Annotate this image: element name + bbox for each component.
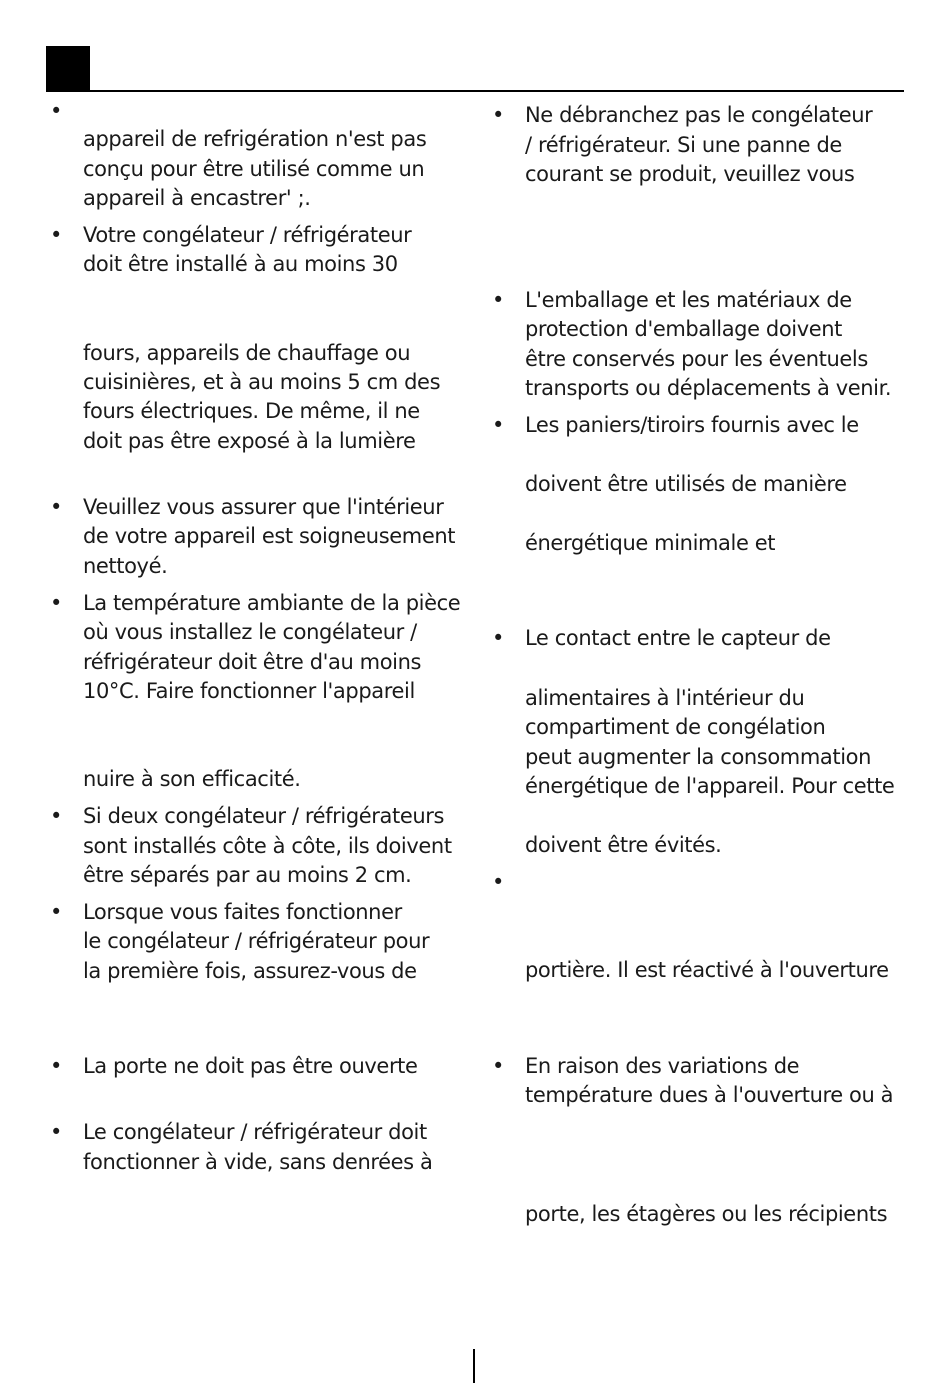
text-line: Si deux congélateur / réfrigérateurs <box>83 804 445 828</box>
text-line: conçu pour être utilisé comme un <box>83 157 425 181</box>
text-line: alimentaires à l'intérieur du <box>525 686 805 710</box>
text-line: où vous installez le congélateur / <box>83 620 417 644</box>
bullet: • <box>50 495 63 519</box>
bullet: • <box>492 288 505 312</box>
text-line: de votre appareil est soigneusement <box>83 524 456 548</box>
text-line: Votre congélateur / réfrigérateur <box>83 223 412 247</box>
text-line: transports ou déplacements à venir. <box>525 376 892 400</box>
bullet: • <box>492 413 505 437</box>
text-line: le congélateur / réfrigérateur pour <box>83 929 430 953</box>
section-marker-block <box>46 46 90 91</box>
text-line: En raison des variations de <box>525 1054 800 1078</box>
bullet: • <box>492 103 505 127</box>
bullet: • <box>50 900 63 924</box>
bullet: • <box>50 1054 63 1078</box>
text-line: fours, appareils de chauffage ou <box>83 341 411 365</box>
bullet: • <box>50 591 63 615</box>
text-line: appareil de refrigération n'est pas <box>83 127 427 151</box>
text-line: doit pas être exposé à la lumière <box>83 429 416 453</box>
text-line: fours électriques. De même, il ne <box>83 399 420 423</box>
text-line: compartiment de congélation <box>525 715 826 739</box>
text-line: doivent être évités. <box>525 833 722 857</box>
text-line: Ne débranchez pas le congélateur <box>525 103 873 127</box>
text-line: être conservés pour les éventuels <box>525 347 868 371</box>
text-line: La porte ne doit pas être ouverte <box>83 1054 418 1078</box>
text-line: appareil à encastrer' ;. <box>83 186 311 210</box>
text-line: 10°C. Faire fonctionner l'appareil <box>83 679 415 703</box>
bullet: • <box>50 1120 63 1144</box>
text-line: L'emballage et les matériaux de <box>525 288 852 312</box>
bullet: • <box>50 223 63 247</box>
text-line: Le contact entre le capteur de <box>525 626 831 650</box>
text-line: être séparés par au moins 2 cm. <box>83 863 412 887</box>
text-line: Les paniers/tiroirs fournis avec le <box>525 413 859 437</box>
text-line: la première fois, assurez-vous de <box>83 959 417 983</box>
bullet: • <box>492 870 505 894</box>
text-line: doivent être utilisés de manière <box>525 472 847 496</box>
page-footer-marker <box>473 1349 475 1383</box>
text-line: portière. Il est réactivé à l'ouverture <box>525 958 889 982</box>
text-line: fonctionner à vide, sans denrées à <box>83 1150 433 1174</box>
text-line: Lorsque vous faites fonctionner <box>83 900 402 924</box>
bullet: • <box>492 626 505 650</box>
bullet: • <box>50 99 63 123</box>
text-line: nuire à son efficacité. <box>83 767 301 791</box>
text-line: Veuillez vous assurer que l'intérieur <box>83 495 444 519</box>
text-line: doit être installé à au moins 30 <box>83 252 398 276</box>
text-line: Le congélateur / réfrigérateur doit <box>83 1120 427 1144</box>
text-line: protection d'emballage doivent <box>525 317 842 341</box>
text-line: énergétique minimale et <box>525 531 776 555</box>
text-line: cuisinières, et à au moins 5 cm des <box>83 370 441 394</box>
text-line: réfrigérateur doit être d'au moins <box>83 650 422 674</box>
bullet: • <box>50 804 63 828</box>
bullet: • <box>492 1054 505 1078</box>
header-divider <box>46 90 904 92</box>
text-line: peut augmenter la consommation <box>525 745 872 769</box>
text-line: / réfrigérateur. Si une panne de <box>525 133 842 157</box>
text-line: La température ambiante de la pièce <box>83 591 461 615</box>
text-line: nettoyé. <box>83 554 168 578</box>
text-line: sont installés côte à côte, ils doivent <box>83 834 452 858</box>
text-line: température dues à l'ouverture ou à <box>525 1083 894 1107</box>
text-line: porte, les étagères ou les récipients <box>525 1202 888 1226</box>
text-line: énergétique de l'appareil. Pour cette <box>525 774 895 798</box>
text-line: courant se produit, veuillez vous <box>525 162 855 186</box>
